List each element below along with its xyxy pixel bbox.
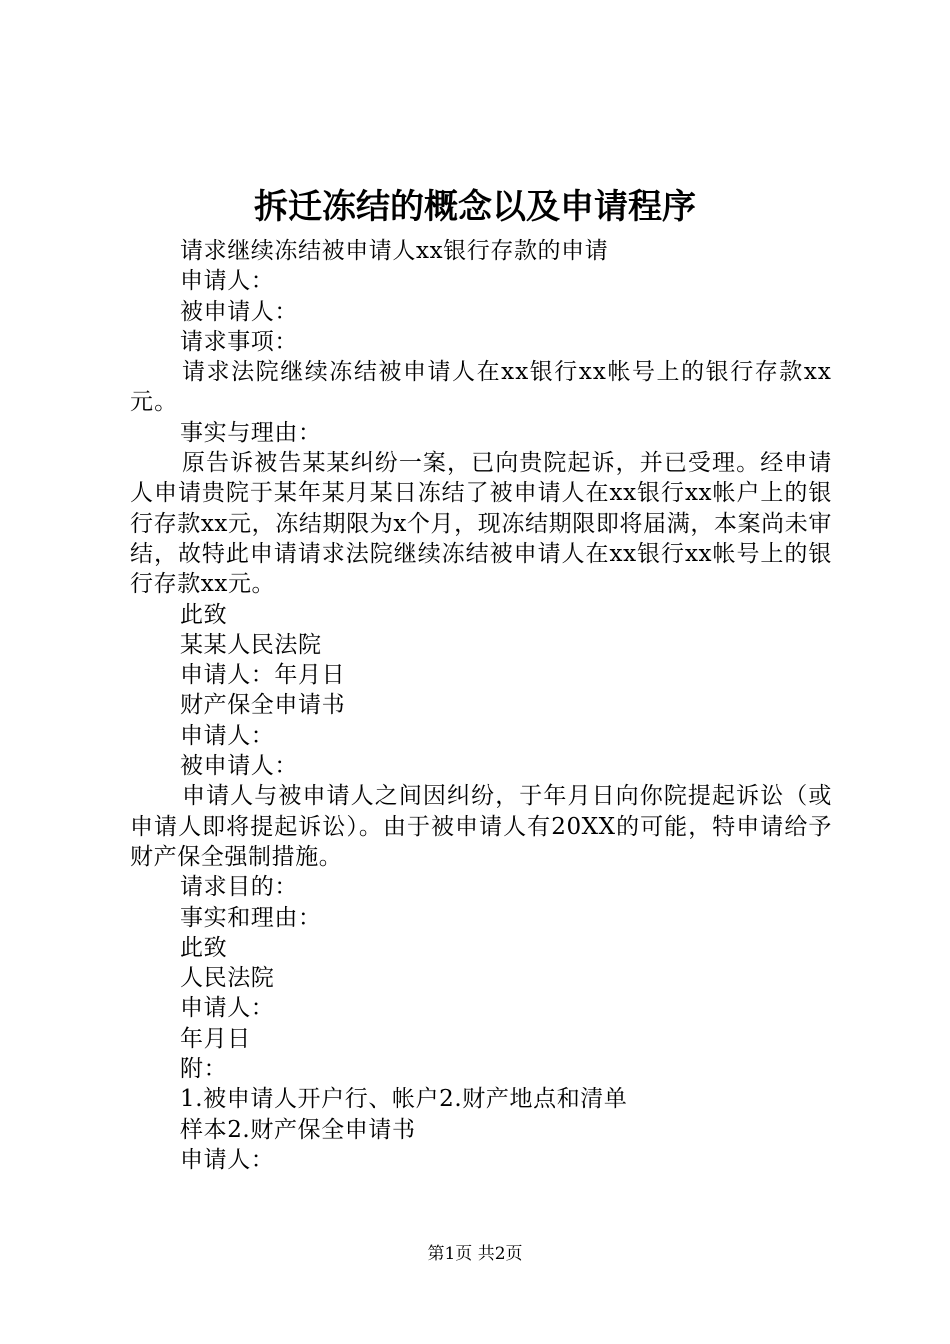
text-line: 某某人民法院	[180, 631, 322, 658]
paragraph: 请求法院继续冻结被申请人在xx银行xx帐号上的银行存款xx元。	[130, 359, 832, 416]
text-line: 申请人：	[180, 1146, 275, 1173]
text-line: 请求目的：	[180, 874, 298, 901]
text-line: 申请人：	[180, 722, 275, 749]
text-line: 年月日	[180, 1025, 251, 1052]
text-line: 申请人：年月日	[180, 662, 346, 689]
text-line: 被申请人：	[180, 753, 298, 780]
text-line: 1.被申请人开户行、帐户2.财产地点和清单	[180, 1086, 628, 1113]
paragraph: 原告诉被告某某纠纷一案，已向贵院起诉，并已受理。经申请人申请贵院于某年某月某日冻结了被申请人在xx银行xx帐户上的银行存款xx元，冻结期限为x个月，现冻结期限即将届满，本案尚未审结，故特此申请请求法院继续冻结被申请人在xx银行xx帐号上的银行存款xx元。	[130, 450, 832, 598]
text-line: 申请人：	[180, 995, 275, 1022]
document-body	[130, 236, 832, 1175]
paragraph: 申请人与被申请人之间因纠纷，于年月日向你院提起诉讼（或申请人即将提起诉讼）。由于被申请人有20XX的可能，特申请给予财产保全强制措施。	[130, 783, 832, 870]
text-line: 事实与理由：	[180, 419, 322, 446]
text-line: 附：	[180, 1056, 228, 1083]
text-line: 样本2.财产保全申请书	[180, 1116, 416, 1143]
text-line: 申请人：	[180, 268, 275, 295]
document-title: 拆迁冻结的概念以及申请程序	[254, 187, 696, 227]
text-line: 请求事项：	[180, 328, 298, 355]
text-line: 财产保全申请书	[180, 692, 346, 719]
text-line: 此致	[180, 601, 228, 628]
text-line: 此致	[180, 934, 228, 961]
text-line: 请求继续冻结被申请人xx银行存款的申请	[180, 238, 609, 264]
text-line: 事实和理由：	[180, 904, 322, 931]
page-footer: 第1页 共2页	[427, 1244, 523, 1264]
text-line: 人民法院	[180, 965, 275, 992]
text-line: 被申请人：	[180, 298, 298, 325]
